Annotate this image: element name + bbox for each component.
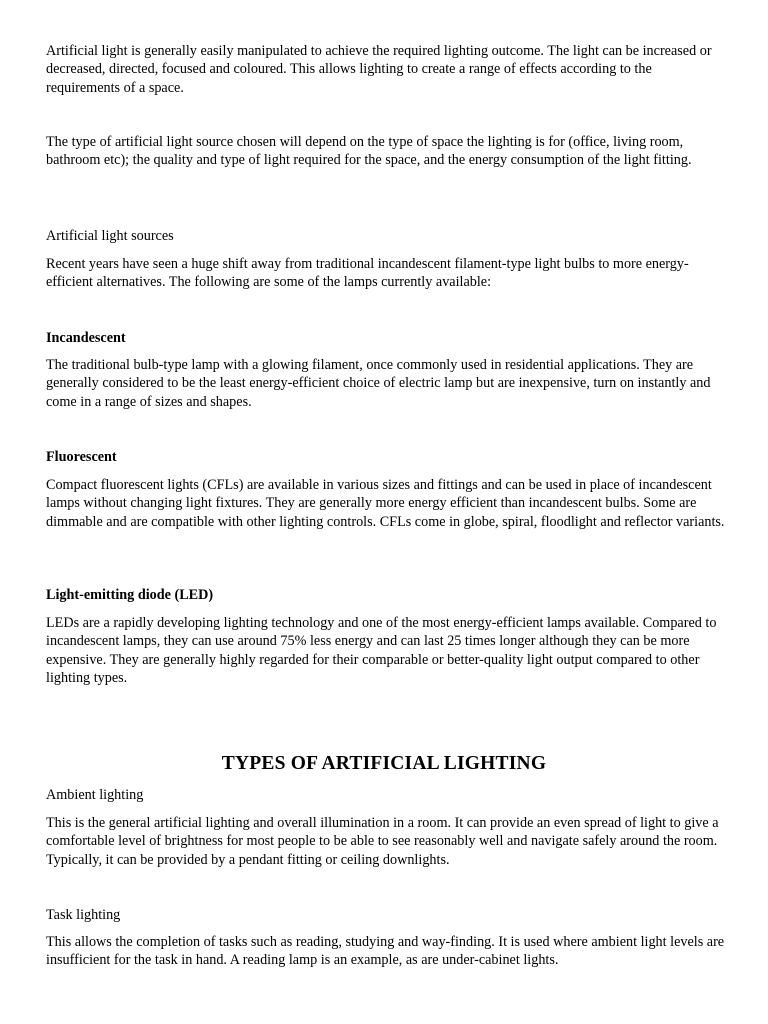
ambient-lighting-label: Ambient lighting: [46, 787, 144, 803]
ambient-lighting-paragraph: This is the general artificial lighting and overall illumination in a room. It can provide an even spread of light to give a comfortable level of brightness for most people to be able to see reasonably well and navigate safely around the room. Typically, it can be provided by a pendant fitting or ceiling downlights.: [46, 815, 719, 868]
sources-paragraph: Recent years have seen a huge shift away from traditional incandescent filament-type light bulbs to more energy-efficient alternatives. The following are some of the lamps currently available:: [46, 256, 689, 291]
fluorescent-heading: Fluorescent: [46, 449, 117, 465]
incandescent-heading: Incandescent: [46, 330, 126, 346]
fluorescent-paragraph: Compact fluorescent lights (CFLs) are available in various sizes and fittings and can be used in place of incandescent lamps without changing light fixtures. They are generally more energy efficient than incandescent bulbs. Some are dimmable and are compatible with other lighting controls. CFLs come in globe, spiral, floodlight and reflector variants.: [46, 477, 725, 530]
light-source-choice-paragraph: The type of artificial light source chosen will depend on the type of space the lighting is for (office, living room, bathroom etc); the quality and type of light required for the space, and the energy consumption of the light fitting.: [46, 134, 692, 169]
led-paragraph: LEDs are a rapidly developing lighting technology and one of the most energy-efficient lamps available. Compared to incandescent lamps, they can use around 75% less energy and can last 25 times longer although they can be more expensive. They are generally highly regarded for their comparable or better-quality light output compared to other lighting types.: [46, 615, 717, 687]
section-title: TYPES OF ARTIFICIAL LIGHTING: [221, 753, 547, 774]
task-lighting-label: Task lighting: [46, 907, 121, 923]
incandescent-paragraph: The traditional bulb-type lamp with a glowing filament, once commonly used in residential applications. They are generally considered to be the least energy-efficient choice of electric lamp but are inexpensive, turn on instantly and come in a range of sizes and shapes.: [46, 357, 711, 410]
sources-label: Artificial light sources: [46, 228, 174, 244]
task-lighting-paragraph: This allows the completion of tasks such as reading, studying and way-finding. It is used where ambient light levels are insufficient for the task in hand. A reading lamp is an example, as are under-cabinet lights.: [46, 934, 725, 969]
intro-paragraph: Artificial light is generally easily manipulated to achieve the required lighting outcome. The light can be increased or decreased, directed, focused and coloured. This allows lighting to create a range of effects according to the requirements of a space.: [46, 43, 712, 96]
led-heading: Light-emitting diode (LED): [46, 587, 214, 603]
